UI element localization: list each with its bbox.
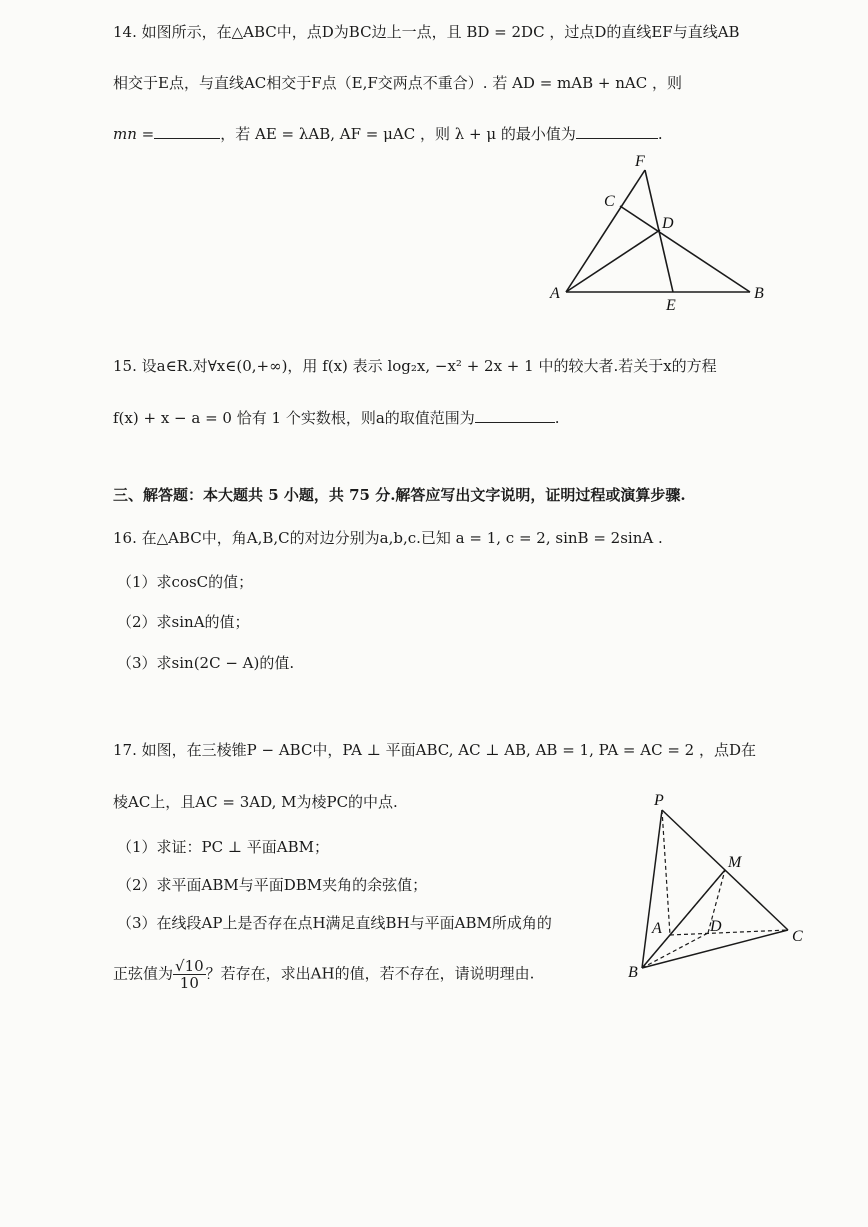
label-d: D [662,215,674,232]
q17-line2: 棱AC上，且AC = 3AD, M为棱PC的中点. [113,793,398,811]
segment-cb [620,206,750,292]
q17-part4-text: 正弦值为 [113,964,174,983]
q15-line2 [113,408,560,428]
label-b: B [754,285,764,302]
q15-line1: 15. 设a∈R.对∀x∈(0,+∞)，用 f(x) 表示 log₂x, −x² + 2x + 1 中的较大者.若关于x的方程 [113,357,717,375]
q14-line3 [113,124,663,144]
q16-part1: （1）求cosC的值； [117,573,254,591]
edge-bc [642,930,788,968]
segment-af [566,170,645,292]
q16-stem: 16. 在△ABC中，角A,B,C的对边分别为a,b,c.已知 a = 1, c = 2, sinB = 2sinA . [113,529,663,547]
q16-part2: （2）求sinA的值； [117,613,250,631]
q14-triangle-figure [540,150,780,325]
label-d: D [710,918,722,935]
label-p: P [654,792,664,809]
segment-ad [566,230,660,292]
label-f: F [635,153,645,170]
q14-answer-blank-2[interactable] [576,124,658,139]
q17-part2: （2）求平面ABM与平面DBM夹角的余弦值； [117,876,428,894]
q14-answer-blank-1[interactable] [154,124,220,139]
q14-line3-text: ，若 AE = λAB, AF = μAC ，则 λ + μ 的最小值为 [220,125,576,143]
q14-line1: 14. 如图所示，在△ABC中，点D为BC边上一点，且 BD = 2DC ，过点D的直线EF与直线AB [113,23,740,41]
q17-tetrahedron-figure [620,785,820,985]
q15-answer-blank[interactable] [475,408,555,423]
section3-header: 三、解答题：本大题共 5 小题，共 75 分.解答应写出文字说明，证明过程或演算步骤. [113,486,686,504]
edge-pa [662,810,670,935]
label-a: A [550,285,560,302]
label-c: C [792,928,803,945]
q17-stem: 17. 如图，在三棱锥P − ABC中，PA ⊥ 平面ABC, AC ⊥ AB, AB = 1, PA = AC = 2 ，点D在 [113,741,757,759]
q17-part4 [113,958,534,991]
q14-mn: mn = [113,125,155,143]
label-b: B [628,964,638,981]
edge-pb [642,810,662,968]
q16-part3: （3）求sin(2C − A)的值. [117,654,295,672]
q17-part4-end: ？若存在，求出AH的值，若不存在，请说明理由. [205,964,535,983]
q17-fraction-denominator: 10 [179,974,199,992]
q15-line2-end: . [554,409,560,427]
q14-line3-end: . [657,125,663,143]
q17-part1: （1）求证：PC ⊥ 平面ABM； [117,838,329,856]
label-e: E [666,297,676,314]
q17-fraction [173,958,206,991]
label-c: C [604,193,615,210]
q17-part3: （3）在线段AP上是否存在点H满足直线BH与平面ABM所成角的 [117,914,552,932]
label-a: A [652,920,662,937]
q17-fraction-numerator: √10 [175,957,204,975]
q15-line2-text: f(x) + x − a = 0 恰有 1 个实数根，则a的取值范围为 [113,409,475,427]
label-m: M [728,854,742,871]
q14-line2: 相交于E点，与直线AC相交于F点（E,F交两点不重合）. 若 AD = mAB + nAC ，则 [113,74,682,92]
edge-bd [642,933,708,968]
